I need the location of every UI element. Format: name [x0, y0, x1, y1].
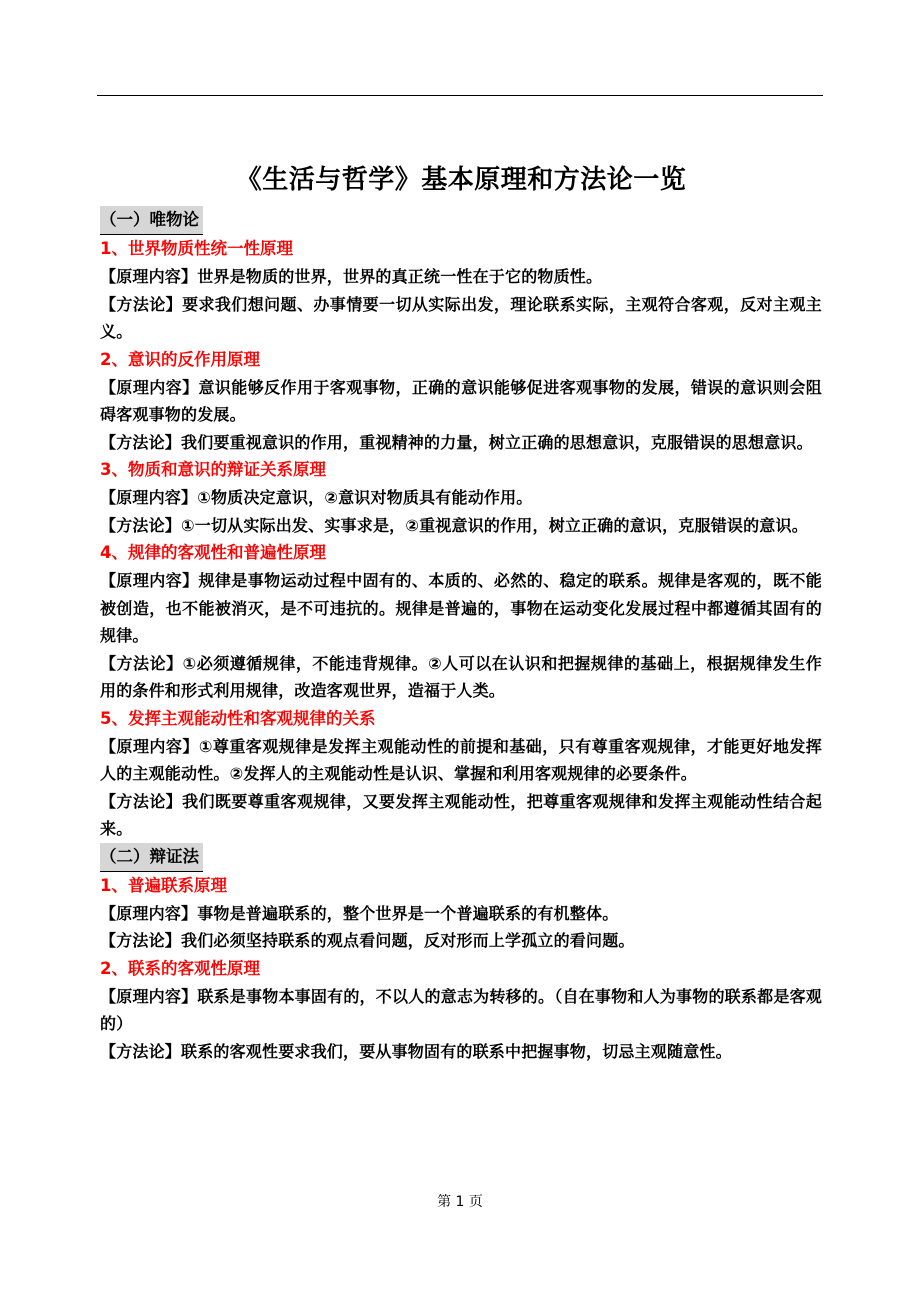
principle-block [100, 872, 822, 955]
principle-method: 【方法论】要求我们想问题、办事情要一切从实际出发，理论联系实际，主观符合客观，反对主观主义。 [100, 294, 822, 341]
principle-block [100, 235, 822, 346]
principle-method: 【方法论】①一切从实际出发、实事求是，②重视意识的作用，树立正确的意识，克服错误的意识。 [100, 515, 808, 535]
principle-method: 【方法论】我们必须坚持联系的观点看问题，反对形而上学孤立的看问题。 [100, 931, 635, 950]
principle-content: 【原理内容】意识能够反作用于客观事物，正确的意识能够促进客观事物的发展，错误的意识则会阻碍客观事物的发展。 [100, 377, 822, 424]
header-rule [97, 95, 823, 96]
section-materialism [100, 206, 822, 843]
page-number: 第 1 页 [437, 1194, 483, 1210]
principle-content: 【原理内容】事物是普遍联系的，整个世界是一个普遍联系的有机整体。 [100, 903, 619, 923]
principle-heading: 1、普遍联系原理 [100, 875, 227, 895]
principle-block [100, 705, 822, 843]
principle-content: 【原理内容】世界是物质的世界，世界的真正统一性在于它的物质性。 [100, 267, 603, 286]
principle-heading: 5、发挥主观能动性和客观规律的关系 [100, 708, 376, 728]
principle-block [100, 539, 822, 705]
section-heading: （一）唯物论 [100, 206, 203, 235]
principle-content: 【原理内容】①尊重客观规律是发挥主观能动性的前提和基础，只有尊重客观规律，才能更好地发挥人的主观能动性。②发挥人的主观能动性是认识、掌握和利用客观规律的必要条件。 [100, 736, 822, 783]
principle-block [100, 456, 822, 539]
principle-block [100, 955, 822, 1066]
principle-heading: 4、规律的客观性和普遍性原理 [100, 543, 326, 562]
principle-heading: 1、世界物质性统一性原理 [100, 239, 293, 258]
principle-heading: 3、物质和意识的辩证关系原理 [100, 460, 326, 479]
document-title: 《生活与哲学》基本原理和方法论一览 [235, 165, 687, 195]
principle-content: 【原理内容】联系是事物本事固有的，不以人的意志为转移的。（自在事物和人为事物的联系都是客观的） [100, 986, 822, 1033]
principle-method: 【方法论】①必须遵循规律，不能违背规律。②人可以在认识和把握规律的基础上，根据规律发生作用的条件和形式利用规律，改造客观世界，造福于人类。 [100, 653, 822, 700]
principle-content: 【原理内容】①物质决定意识，②意识对物质具有能动作用。 [100, 488, 533, 507]
principle-heading: 2、意识的反作用原理 [100, 349, 260, 369]
principle-method: 【方法论】我们既要尊重客观规律，又要发挥主观能动性，把尊重客观规律和发挥主观能动性结合起来。 [100, 791, 822, 838]
principle-block [100, 346, 822, 457]
principle-method: 【方法论】我们要重视意识的作用，重视精神的力量，树立正确的思想意识，克服错误的思想意识。 [100, 432, 813, 452]
section-heading: （二）辩证法 [100, 843, 203, 872]
principle-heading: 2、联系的客观性原理 [100, 958, 260, 978]
document-page [100, 160, 822, 1065]
principle-method: 【方法论】联系的客观性要求我们，要从事物固有的联系中把握事物，切忌主观随意性。 [100, 1041, 732, 1061]
section-dialectics [100, 843, 822, 1066]
principle-content: 【原理内容】规律是事物运动过程中固有的、本质的、必然的、稳定的联系。规律是客观的，既不能被创造，也不能被消灭，是不可违抗的。规律是普遍的，事物在运动变化发展过程中都遵循其固有的规律。 [100, 571, 822, 645]
